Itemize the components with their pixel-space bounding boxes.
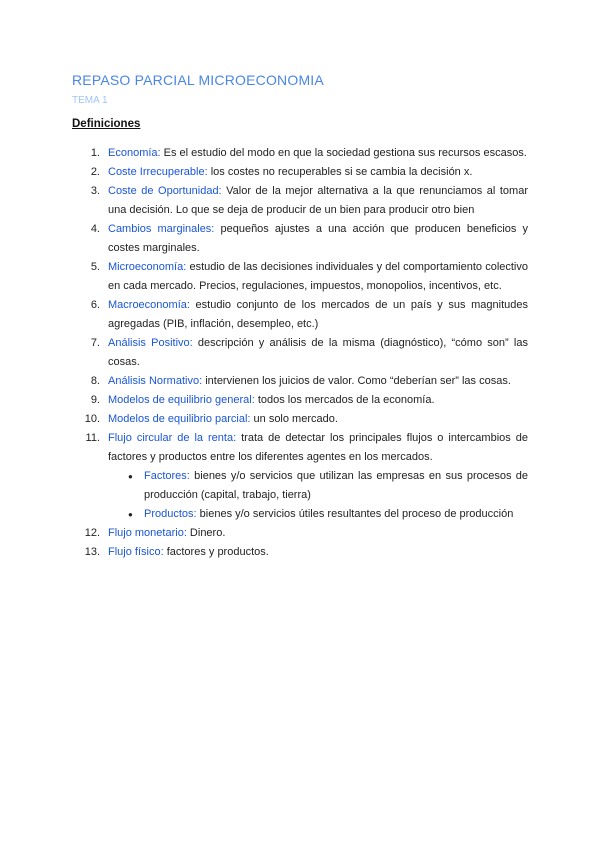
sub-item-text: bienes y/o servicios útiles resultantes del proceso de producción (196, 508, 514, 520)
item-text: factores y productos. (163, 546, 269, 558)
bullet-icon: ● (128, 472, 133, 481)
section-heading: Definiciones (72, 118, 141, 130)
list-item (72, 144, 528, 163)
item-text: Valor de la mejor alternativa a la que renunciamos al tomar una decisión. Lo que se deja de producir de un bien para producir otro bien (108, 185, 528, 216)
sub-item-term: Productos: (144, 508, 197, 520)
item-text: los costes no recuperables si se cambia la decisión x. (207, 166, 473, 178)
item-text: descripción y análisis de la misma (diagnóstico), “cómo son” las cosas. (108, 337, 528, 368)
item-term: Coste de Oportunidad: (108, 185, 222, 197)
item-number: 11. (85, 432, 100, 444)
bullet-icon: ● (128, 510, 133, 519)
list-item (72, 543, 528, 562)
list-item (72, 524, 528, 543)
item-term: Flujo físico: (108, 546, 164, 558)
sub-item-term: Factores: (144, 470, 190, 482)
item-number: 4. (90, 223, 100, 235)
sub-item-text: bienes y/o servicios que utilizan las empresas en sus procesos de producción (capital, trabajo, tierra) (144, 470, 528, 501)
item-text: estudio de las decisiones individuales y del comportamiento colectivo en cada mercado. Precios, regulaciones, impuestos, monopolios, incentivos, etc. (108, 261, 528, 292)
item-text: un solo mercado. (250, 413, 338, 425)
item-number: 2. (90, 166, 100, 178)
list-item (72, 296, 528, 334)
list-item (72, 220, 528, 258)
item-text: Dinero. (186, 527, 226, 539)
item-number: 1. (90, 147, 100, 159)
item-number: 5. (90, 261, 100, 273)
sub-list-item (108, 467, 528, 505)
item-term: Modelos de equilibrio general: (108, 394, 255, 406)
item-number: 13. (84, 546, 100, 558)
item-term: Flujo monetario: (108, 527, 187, 539)
item-number: 8. (90, 375, 100, 387)
sub-list-item (108, 505, 528, 524)
list-item (72, 429, 528, 524)
item-term: Microeconomía: (108, 261, 187, 273)
item-text: Es el estudio del modo en que la sociedad gestiona sus recursos escasos. (160, 147, 527, 159)
item-term: Análisis Positivo: (108, 337, 193, 349)
list-item (72, 334, 528, 372)
item-term: Economía: (108, 147, 161, 159)
item-term: Modelos de equilibrio parcial: (108, 413, 251, 425)
item-number: 7. (90, 337, 100, 349)
item-term: Cambios marginales: (108, 223, 215, 235)
document-title: REPASO PARCIAL MICROECONOMIA (72, 72, 324, 88)
item-text: pequeños ajustes a una acción que producen beneficios y costes marginales. (108, 223, 528, 254)
item-number: 3. (90, 185, 100, 197)
sub-list (108, 467, 528, 524)
item-term: Flujo circular de la renta: (108, 432, 237, 444)
item-text: intervienen los juicios de valor. Como “deberían ser” las cosas. (202, 375, 511, 387)
item-number: 12. (84, 527, 100, 539)
list-item (72, 182, 528, 220)
list-item (72, 372, 528, 391)
item-term: Análisis Normativo: (108, 375, 203, 387)
item-text: estudio conjunto de los mercados de un país y sus magnitudes agregadas (PIB, inflación, desempleo, etc.) (108, 299, 528, 330)
list-item (72, 391, 528, 410)
document-subtitle: TEMA 1 (72, 95, 108, 106)
definitions-list (72, 144, 528, 562)
list-item (72, 410, 528, 429)
item-text: todos los mercados de la economía. (254, 394, 435, 406)
item-term: Macroeconomía: (108, 299, 190, 311)
list-item (72, 163, 528, 182)
item-number: 10. (84, 413, 100, 425)
item-number: 6. (90, 299, 100, 311)
list-item (72, 258, 528, 296)
item-term: Coste Irrecuperable: (108, 166, 208, 178)
item-text: trata de detectar los principales flujos o intercambios de factores y productos entre los diferentes agentes en los mercados. (108, 432, 528, 463)
item-number: 9. (90, 394, 100, 406)
